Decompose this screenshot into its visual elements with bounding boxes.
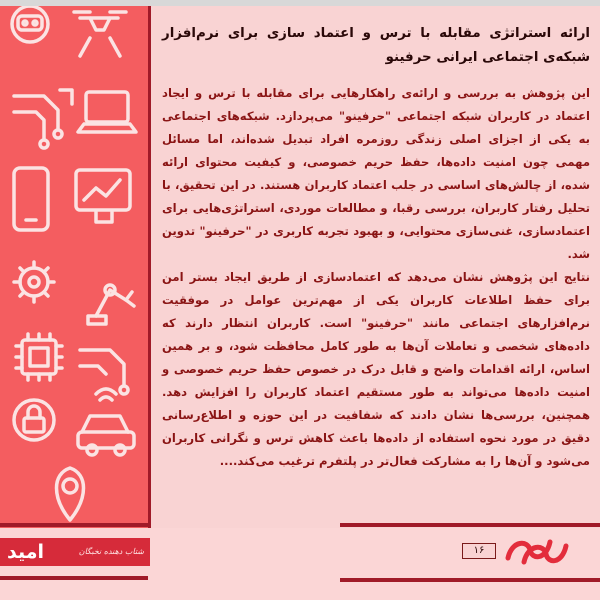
chip-icon (16, 334, 62, 380)
car-icon (78, 389, 134, 455)
footer-divider (340, 523, 600, 527)
lock-icon (14, 400, 54, 440)
article-paragraph-1: این پژوهش به بررسی و ارائه‌ی راهکارهایی برای مقابله با ترس و ایجاد اعتماد در کاربران شبکه اجتماعی "حرفینو" می‌پردازد. شبکه‌های اجتماعی به یکی از اجزای اصلی زندگی روزمره افراد تبدیل شده‌اند، اما مسائل مهمی چون امنیت داده‌ها، حفظ حریم خصوصی، و کیفیت محتوای ارائه شده، از چالش‌های اساسی در جلب اعتماد کاربران هستند. در این تحقیق، با تحلیل رفتار کاربران، بررسی رقبا، و مطالعات موردی، استراتژی‌هایی برای اعتمادسازی، غنی‌سازی محتوایی، و بهبود تجربه کاربری در "حرفینو" تدوین شد. (162, 86, 590, 261)
circuit-icon (14, 90, 72, 148)
location-pin-icon (57, 468, 84, 520)
smartphone-icon (14, 168, 48, 230)
page-number: ۱۶ (462, 543, 496, 559)
dashboard-icon (76, 170, 130, 222)
publisher-logo-icon (502, 528, 572, 572)
drone-icon (74, 12, 126, 56)
cog-icon (14, 262, 54, 302)
robot-icon (12, 0, 48, 42)
brand-logo (0, 538, 150, 566)
article (162, 22, 590, 473)
footer-divider (0, 523, 148, 527)
article-title: ارائه استراتژی مقابله با ترس و اعتماد سازی برای نرم‌افزار شبکه‌ی اجتماعی ایرانی حرفینو (162, 26, 590, 65)
robot-arm-icon (88, 285, 134, 324)
decorative-side-panel (0, 0, 148, 528)
footer-divider (340, 578, 600, 582)
brand-tagline: شتاب دهنده نخبگان (78, 547, 144, 556)
main-content (152, 0, 600, 528)
footer-divider (0, 576, 148, 580)
panel-divider (148, 0, 151, 528)
article-paragraph-2: نتایج این پژوهش نشان می‌دهد که اعتمادسازی از طریق ایجاد بستر امن برای حفظ اطلاعات کاربران یکی از مهم‌ترین عوامل در موفقیت نرم‌افزارهای اجتماعی مانند "حرفینو" است. کاربران انتظار دارند که داده‌های شخصی و تعاملات آن‌ها به طور کامل محافظت شود، و بر همین اساس، ارائه اقدامات واضح و قابل درک در خصوص حفظ حریم خصوصی و امنیت داده‌ها می‌تواند به طور مستقیم اعتماد کاربران را افزایش دهد. همچنین، بررسی‌ها نشان دادند که شفافیت در این حوزه و اطلاع‌رسانی دقیق در مورد نحوه استفاده از داده‌ها باعث کاهش ترس و نگرانی کاربران می‌شود و آن‌ها را به مشارکت فعال‌تر در پلتفرم ترغیب می‌کند.... (162, 270, 590, 468)
laptop-icon (78, 92, 136, 132)
brand-name: امید (6, 541, 44, 563)
